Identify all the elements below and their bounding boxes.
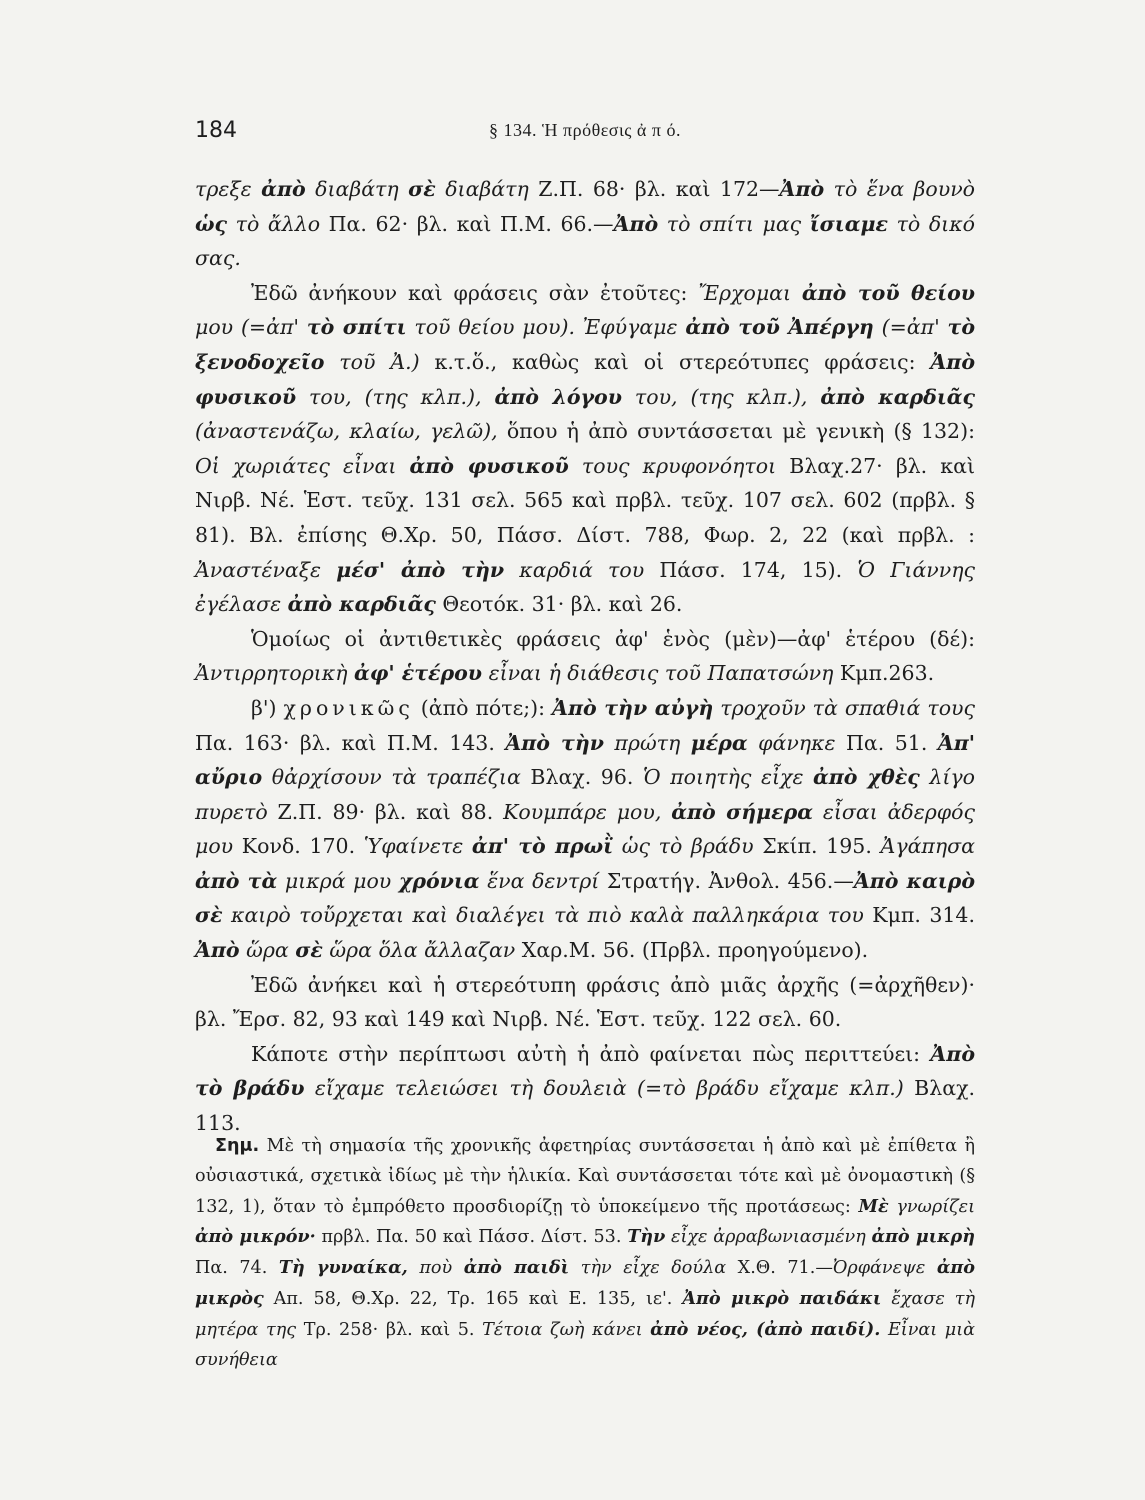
emphasis-text: Ἀπὸ τὴν — [505, 730, 604, 755]
example-text: θἀρχίσουν τὰ τραπέζια — [262, 765, 521, 790]
example-text: λίγο πυρετὸ — [195, 765, 975, 824]
example-text: γνωρίζει — [888, 1196, 975, 1217]
text-run: β') — [251, 695, 284, 720]
text-run: Τρ. 258· βλ. καὶ 5. — [296, 1319, 483, 1340]
text-run: Μὲ τὴ σημασία τῆς χρονικῆς ἀφετηρίας συντάσσεται ἡ ἀπὸ καὶ μὲ ἐπίθετα ἢ οὐσιαστικά, σχετικὰ ἰδίως μὲ τὴν ἡλικία. Καὶ συντάσσεται τότε καὶ μὲ ὀνομαστικὴ (§ 132, 1), ὅταν τὸ ἐμπρόθετο προσδιορίζῃ τὸ ὑποκείμενο τῆς προτάσεως: — [195, 1136, 975, 1217]
emphasis-text: σὲ — [408, 177, 436, 201]
emphasis-text: ὡς — [195, 211, 228, 236]
example-text: Ὀρφάνεψε — [832, 1258, 937, 1279]
text-run: Πάσσ. 174, 15). — [644, 557, 858, 582]
emphasis-text: μέρα — [690, 730, 748, 755]
example-text: εἶχε ἀρραβωνιασμένη — [665, 1227, 872, 1248]
note-label: Σημ. — [215, 1136, 260, 1156]
emphasis-text: ἀπὸ παιδὶ — [463, 1257, 570, 1279]
example-text: Τέτοια ζωὴ κάνει — [482, 1319, 651, 1340]
paragraph — [195, 968, 975, 1037]
emphasis-text: ἀπὸ φυσικοῦ — [409, 453, 569, 478]
emphasis-text: Ἀπὸ τὴν αὐγὴ — [552, 695, 714, 720]
example-text: του, (της κλπ.), — [621, 384, 821, 409]
text-run: Χ.Θ. 71.— — [726, 1258, 833, 1279]
text-run: Κμπ.263. — [833, 661, 935, 686]
emphasis-text: ἀπ' τὸ πρωῒ — [471, 834, 614, 859]
emphasis-text: Ἀπὸ τὸ βράδυ — [195, 1041, 975, 1101]
example-text: Ἀντιρρητορικὴ — [195, 661, 355, 686]
example-text: Ἀναστέναξε — [195, 557, 337, 582]
example-text: Εἶναι μιὰ συνήθεια — [195, 1319, 976, 1370]
example-text: καρδιά του — [504, 557, 645, 582]
example-text: τους κρυφονόητοι — [568, 453, 777, 478]
example-text: μου (=ἀπ' — [195, 315, 307, 340]
text-run: Ἐδῶ ἀνήκουν καὶ φράσεις σὰν ἐτοῦτες: — [251, 280, 699, 305]
emphasis-text: ἴσιαμε — [809, 211, 888, 236]
emphasis-text: ἀπὸ μικρὸς — [195, 1257, 975, 1309]
text-run: ὅπου ἡ ἀπὸ συντάσσεται μὲ γενικὴ (§ 132): — [497, 419, 975, 444]
example-text: διαβάτη — [435, 177, 529, 201]
text-run: Βλαχ. 113. — [195, 1076, 976, 1136]
emphasis-text: Ἀπὸ — [779, 177, 825, 201]
emphasis-text: ἀπὸ χθὲς — [813, 765, 920, 790]
example-text: (=ἀπ' — [873, 315, 948, 340]
example-text: Ὁ ποιητὴς εἶχε — [642, 765, 814, 790]
text-run: (ἀπὸ πότε;): — [413, 695, 553, 720]
text-run: Βλαχ.27· βλ. καὶ Νιρβ. Νέ. Ἑστ. τεῦχ. 131 σελ. 565 καὶ πρβλ. τεῦχ. 107 σελ. 602 (πρβλ. § 81). Βλ. ἐπίσης Θ.Χρ. 50, Πάσσ. Δίστ. 788, Φωρ. 2, 22 (καὶ πρβλ. : — [195, 453, 975, 547]
example-text: εἶναι ἡ διάθεσις τοῦ Παπατσώνη — [482, 661, 834, 686]
emphasis-text: Ἀπὸ φυσικοῦ — [195, 349, 975, 409]
text-run: Βλαχ. 96. — [520, 765, 643, 790]
emphasis-text: ἀπὸ νέος, (ἀπὸ παιδί). — [650, 1318, 881, 1340]
running-head: § 134. Ἡ πρόθεσις ἀ π ό. — [489, 120, 681, 140]
example-text: τρεξε — [195, 177, 262, 201]
example-text: Κουμπάρε μου, — [503, 799, 672, 824]
example-text: Οἱ χωριάτες εἶναι — [195, 453, 410, 478]
emphasis-text: ἀπὸ καρδιᾶς — [820, 384, 975, 409]
text-run: Κονδ. 170. — [233, 834, 364, 859]
emphasis-text: ἀπὸ μικρόν· — [195, 1226, 316, 1248]
example-text: ποὺ — [407, 1258, 464, 1279]
text-run: Ὁμοίως οἱ ἀντιθετικὲς φράσεις ἀφ' ἑνὸς (μὲν)—ἀφ' ἑτέρου (δέ): — [251, 626, 975, 651]
example-text: (ἀναστενάζω, κλαίω, γελῶ), — [195, 419, 498, 444]
example-text: του, (της κλπ.), — [296, 384, 495, 409]
text-run: Χαρ.Μ. 56. (Πρβλ. προηγούμενο). — [515, 938, 869, 963]
example-text: ὥρα ὅλα ἄλλαζαν — [322, 938, 516, 963]
emphasis-text: ἀπὸ τοῦ θείου — [801, 280, 975, 305]
text-run: κ.τ.ὅ., καθὼς καὶ οἱ στερεότυπες φράσεις: — [419, 349, 931, 374]
emphasis-text: χρόνια — [398, 868, 480, 893]
example-text: τὸ σπίτι μας — [658, 211, 810, 236]
text-run: Πα. 163· βλ. καὶ Π.Μ. 143. — [195, 730, 506, 755]
note-paragraph — [195, 1132, 975, 1375]
emphasis-text: ἀπὸ τοῦ Ἀπέργη — [685, 315, 874, 340]
example-text: τοῦ Ἀ.) — [324, 349, 420, 374]
emphasis-text: μέσ' ἀπὸ τὴν — [336, 557, 505, 582]
example-text: τὸ δικό σας. — [195, 211, 976, 271]
emphasis-text: ἀπὸ — [261, 177, 306, 201]
emphasis-text: Ἀπ' αὔριο — [195, 730, 976, 790]
example-text: Ἀγάπησα — [880, 834, 976, 859]
emphasis-text: Μὲ — [858, 1195, 889, 1217]
emphasis-text: Τὴ γυναίκα, — [278, 1257, 408, 1279]
example-text: φάνηκε — [747, 730, 836, 755]
example-text: μικρά μου — [277, 868, 399, 893]
example-text: Ὑφαίνετε — [363, 834, 472, 859]
text-run: Θεοτόκ. 31· βλ. καὶ 26. — [435, 592, 683, 617]
example-text: Ὁ Γιάννης ἐγέλασε — [195, 557, 975, 617]
text-run: Ζ.Π. 68· βλ. καὶ 172— — [528, 177, 780, 201]
example-text: τὴν εἶχε δούλα — [569, 1258, 727, 1279]
emphasis-text: τὸ σπίτι — [306, 315, 407, 340]
example-text: τὸ ἕνα βουνὸ — [824, 177, 976, 201]
emphasis-text: ἀπὸ λόγου — [494, 384, 622, 409]
text-run: Κμπ. 314. — [863, 903, 975, 928]
text-run: Πα. 62· βλ. καὶ Π.Μ. 66.— — [320, 211, 614, 236]
text-run: Απ. 58, Θ.Χρ. 22, Τρ. 165 καὶ Ε. 135, ιε'. — [263, 1288, 683, 1309]
emphasis-text: ἀπὸ σήμερα — [671, 799, 813, 824]
example-text: εἴχαμε τελειώσει τὴ δουλειὰ (=τὸ βράδυ εἴχαμε κλπ.) — [304, 1076, 904, 1101]
emphasis-text: Ἀπὸ — [613, 211, 659, 236]
emphasis-text: ἀπὸ τὰ — [195, 868, 278, 893]
main-text — [195, 172, 975, 1141]
example-text: τοῦ θείου μου). Ἐφύγαμε — [406, 315, 686, 340]
example-text: διαβάτη — [305, 177, 409, 201]
emphasis-text: ἀφ' ἑτέρου — [354, 661, 483, 686]
paragraph — [195, 622, 975, 691]
example-text: ἕνα δεντρί — [479, 868, 600, 893]
emphasis-text: τὸ ξενοδοχεῖο — [195, 315, 975, 374]
paragraph — [195, 1037, 975, 1141]
emphasis-text: Ἀπὸ — [195, 938, 240, 963]
paragraph — [195, 276, 975, 622]
example-text: πρώτη — [603, 730, 691, 755]
example-text: Ἔρχομαι — [698, 280, 802, 305]
emphasis-text: Τὴν — [627, 1226, 666, 1248]
text-run: Ἐδῶ ἀνήκει καὶ ἡ στερεότυπη φράσις ἀπὸ μιᾶς ἀρχῆς (=ἀρχῆθεν)· βλ. Ἔρσ. 82, 93 καὶ 149 καὶ Νιρβ. Νέ. Ἑστ. τεῦχ. 122 σελ. 60. — [195, 972, 975, 1032]
emphasis-text: σὲ — [295, 938, 323, 963]
footnote — [195, 1132, 975, 1375]
example-text: ὡς τὸ βράδυ — [613, 834, 754, 859]
example-text: τροχοῦν τὰ σπαθιά τους — [713, 695, 975, 720]
emphasis-text: ἀπὸ καρδιᾶς — [287, 592, 436, 617]
example-text: καιρὸ τοὔρχεται καὶ διαλέγει τὰ πιὸ καλὰ παλληκάρια του — [222, 903, 864, 928]
emphasis-text: ἀπὸ μικρὴ — [871, 1226, 975, 1248]
text-run: χρονικῶς — [283, 695, 414, 720]
paragraph — [195, 172, 975, 276]
page-header — [195, 118, 975, 148]
text-run: Πα. 51. — [835, 730, 938, 755]
text-run: Ζ.Π. 89· βλ. καὶ 88. — [267, 799, 504, 824]
page-number: 184 — [195, 118, 237, 143]
example-text: τὸ ἄλλο — [227, 211, 321, 236]
example-text: ἔχασε τὴ μητέρα της — [195, 1288, 975, 1340]
emphasis-text: Ἀπὸ καιρὸ σὲ — [195, 868, 975, 928]
text-run: πρβλ. Πα. 50 καὶ Πάσσ. Δίστ. 53. — [315, 1227, 628, 1248]
emphasis-text: Ἀπὸ μικρὸ παιδάκι — [682, 1287, 882, 1309]
text-run: Πα. 74. — [195, 1258, 279, 1279]
paragraph — [195, 691, 975, 968]
text-run: Σκίπ. 195. — [753, 834, 881, 859]
text-run: Στρατήγ. Ἀνθολ. 456.— — [599, 868, 854, 893]
example-text: ὥρα — [239, 938, 296, 963]
text-run: Κάποτε στὴν περίπτωσι αὐτὴ ἡ ἀπὸ φαίνεται πὼς περιττεύει: — [251, 1041, 931, 1066]
example-text: εἶσαι ἀδερφός μου — [195, 799, 975, 859]
